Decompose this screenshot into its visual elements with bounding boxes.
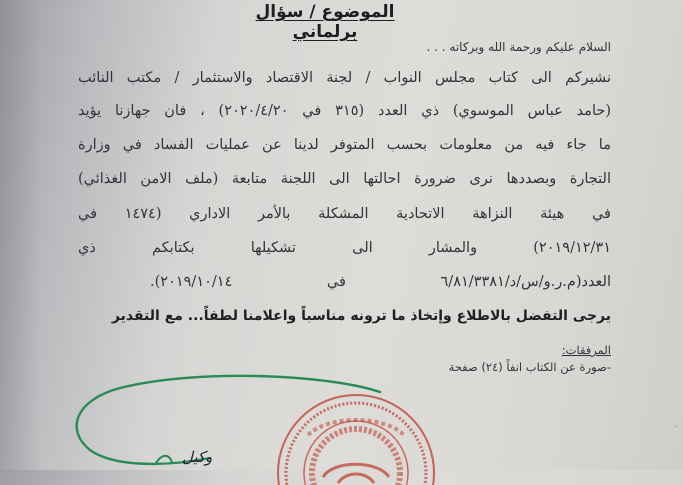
body-line-1: نشيركم الى كتاب مجلس النواب / لجنة الاقتصاد والاستثمار / مكتب النائب [78,70,611,86]
official-stamp [268,385,443,485]
body-line-2: (حامد عباس الموسوي) ذي العدد (٣١٥ في ٢٠٢٠/٤/٢٠) ، فان جهازنا يؤيد [78,103,611,119]
body-line-5: في هيئة النزاهة الاتحادية المشكلة بالأمر الاداري (١٤٧٤ في [78,206,611,222]
body-line-3: ما جاء فيه من معلومات بحسب المتوفر لدينا عن عمليات الفساد في وزارة [78,137,611,153]
signature-word: وكيل [182,448,213,466]
body-line-4: التجارة وبصددها نرى ضرورة احالتها الى اللجنة متابعة (ملف الامن الغذائي) [78,171,611,187]
attachments-label: المرفقات: [561,343,611,357]
body-line-7: العدد(م.ر.و/س/د/٦/٨١/٣٣٨١ في ٢٠١٩/١٠/١٤). [150,274,611,290]
edge-watermark: · [668,424,682,429]
document-title: الموضوع / سؤال برلماني [255,2,395,42]
body-line-6: ٢٠١٩/١٢/٣١) والمشار الى تشكيلها بكتابكم ذي [78,240,611,256]
paper-shadow [0,0,40,470]
greeting-line: السلام عليكم ورحمة الله وبركاته . . . [426,40,611,54]
request-line: يرجى التفضل بالاطلاع وإتخاذ ما ترونه مناسباً واعلامنا لطفاً... مع التقدير [111,308,611,324]
attachment-item: -صورة عن الكتاب انفاً (٢٤) صفحة [448,360,611,374]
